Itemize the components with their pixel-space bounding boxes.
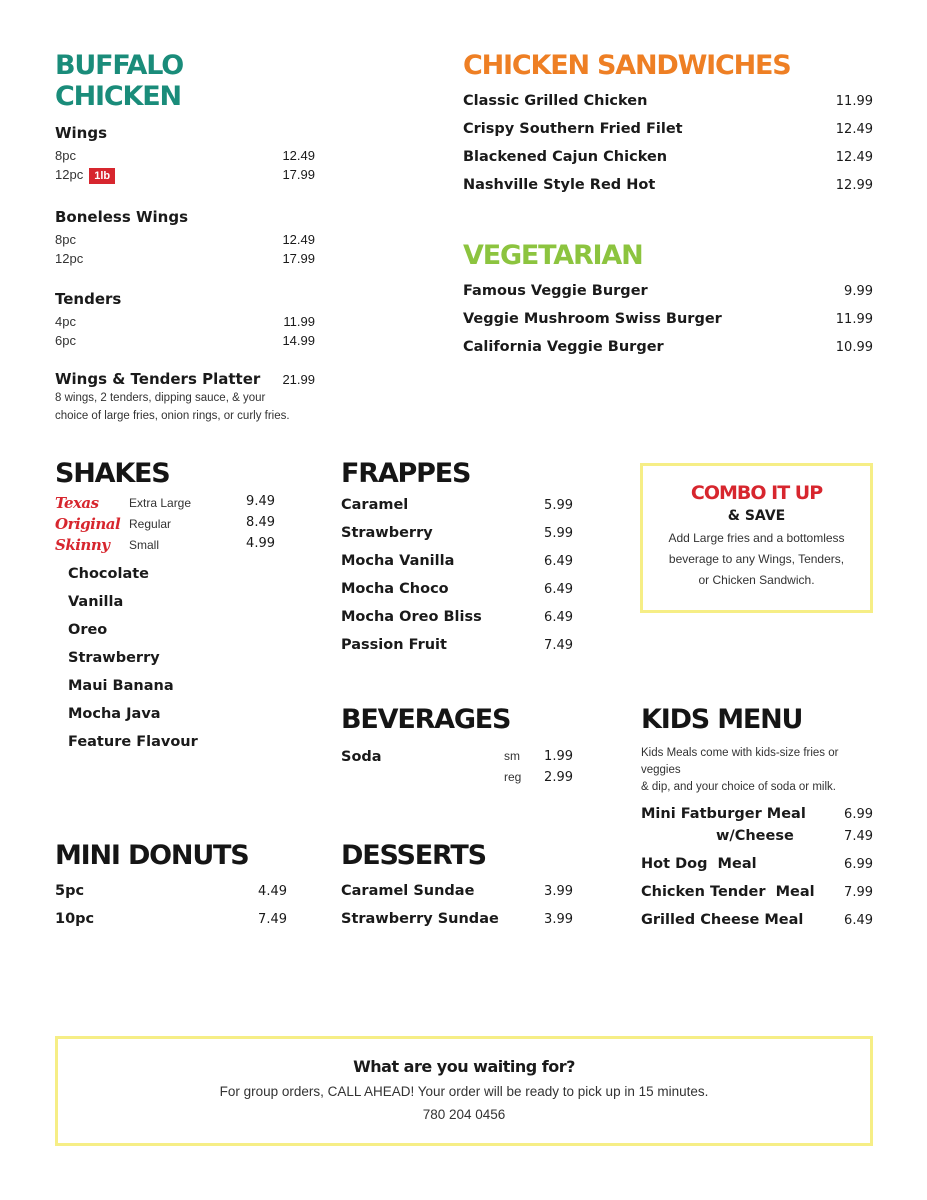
boneless-wings-label: Boneless Wings (55, 208, 189, 226)
item-price: 4.49 (258, 884, 287, 899)
kids-item (641, 806, 873, 828)
item-price: 3.99 (544, 884, 573, 899)
item-name: Chicken Tender Meal (641, 884, 815, 900)
menu-item (463, 121, 873, 149)
beverages-title: BEVERAGES (341, 704, 511, 735)
kids-note (641, 745, 873, 796)
kids-note-line1: Kids Meals come with kids-size fries or veggies (641, 747, 839, 776)
size-label: Extra Large (129, 496, 192, 510)
item-price: 6.49 (544, 610, 573, 625)
combo-line1: Add Large fries and a bottomless (668, 531, 845, 545)
menu-item (463, 149, 873, 177)
item-name: Mocha Oreo Bliss (341, 609, 482, 625)
item-price: 6.99 (844, 857, 873, 872)
item-name: Famous Veggie Burger (463, 283, 648, 299)
combo-box (640, 463, 873, 613)
size-price: 8.49 (246, 515, 275, 530)
mini-donuts-section (55, 840, 287, 939)
menu-item (341, 637, 573, 665)
soda-size-sm: sm (504, 749, 520, 763)
buffalo-chicken-section (55, 50, 315, 425)
item-price: 11.99 (835, 94, 873, 109)
item-name: Strawberry (341, 525, 433, 541)
soda-label: Soda (341, 749, 382, 765)
tenders-row-4pc (55, 314, 315, 329)
menu-item (55, 883, 287, 911)
size-label: 12pc (55, 251, 84, 266)
wings-row-8pc (55, 148, 315, 163)
item-price: 6.49 (544, 554, 573, 569)
item-price: 6.49 (544, 582, 573, 597)
menu-item (341, 525, 573, 553)
platter-label: Wings & Tenders Platter (55, 370, 261, 388)
wings-row-12pc (55, 167, 315, 184)
shake-flavour: Mocha Java (68, 706, 161, 722)
menu-item (341, 609, 573, 637)
item-name: Caramel (341, 497, 409, 513)
price: 11.99 (283, 314, 315, 329)
shake-size-row (55, 493, 275, 514)
size-script-logo: Skinny (55, 536, 110, 554)
desserts-section (341, 840, 573, 939)
chicken-sandwiches-section (463, 50, 873, 205)
one-pound-badge: 1lb (89, 168, 115, 184)
shake-size-row (55, 535, 275, 556)
item-price: 12.49 (835, 122, 873, 137)
shake-flavour: Oreo (68, 622, 108, 638)
size-label: 8pc (55, 148, 76, 163)
kids-menu-section (641, 704, 873, 940)
item-name: w/Cheese (716, 828, 794, 844)
item-price: 10.99 (835, 340, 873, 355)
price: 14.99 (282, 333, 315, 348)
boneless-row-8pc (55, 232, 315, 247)
buffalo-chicken-title: BUFFALO CHICKEN (55, 50, 183, 112)
menu-item (341, 581, 573, 609)
price: 12.49 (282, 232, 315, 247)
kids-list (641, 806, 873, 940)
shakes-section (55, 458, 275, 762)
item-price: 12.99 (835, 178, 873, 193)
dessert-list (341, 883, 573, 939)
kids-item (641, 828, 873, 856)
item-name: California Veggie Burger (463, 339, 664, 355)
size-label: 8pc (55, 232, 76, 247)
size-script-logo: Original (55, 515, 121, 533)
size-price: 9.49 (246, 494, 275, 509)
price: 12.49 (282, 148, 315, 163)
price: 21.99 (282, 372, 315, 387)
price: 17.99 (282, 251, 315, 266)
item-name: Classic Grilled Chicken (463, 93, 648, 109)
item-name: Mocha Choco (341, 581, 449, 597)
shake-sizes (55, 493, 275, 556)
item-name: Crispy Southern Fried Filet (463, 121, 683, 137)
soda-block (341, 749, 573, 793)
menu-item (341, 497, 573, 525)
soda-price-sm: 1.99 (544, 749, 573, 764)
beverages-section (341, 704, 573, 793)
size-label: 4pc (55, 314, 76, 329)
menu-item (341, 553, 573, 581)
cta-line: For group orders, CALL AHEAD! Your order will be ready to pick up in 15 minutes. (219, 1084, 709, 1099)
item-price: 5.99 (544, 498, 573, 513)
item-price: 5.99 (544, 526, 573, 541)
kids-note-line2: & dip, and your choice of soda or milk. (641, 781, 836, 793)
size-script-logo: Texas (55, 494, 99, 512)
kids-menu-title: KIDS MENU (641, 704, 803, 735)
kids-item (641, 884, 873, 912)
combo-title: COMBO IT UP (690, 482, 823, 504)
soda-price-reg: 2.99 (544, 770, 573, 785)
call-ahead-box (55, 1036, 873, 1146)
kids-item (641, 912, 873, 940)
item-price: 7.49 (258, 912, 287, 927)
item-price: 11.99 (835, 312, 873, 327)
phone-number: 780 204 0456 (422, 1107, 506, 1122)
shake-flavour: Feature Flavour (68, 734, 198, 750)
boneless-row-12pc (55, 251, 315, 266)
shake-flavour: Vanilla (68, 594, 124, 610)
soda-size-reg: reg (504, 770, 522, 784)
item-price: 6.99 (844, 807, 873, 822)
combo-subtitle: & SAVE (727, 508, 786, 524)
size-text: 12pc (55, 167, 84, 182)
item-price: 6.49 (844, 913, 873, 928)
item-name: Blackened Cajun Chicken (463, 149, 668, 165)
item-price: 7.49 (544, 638, 573, 653)
vegetarian-title: VEGETARIAN (463, 240, 643, 271)
item-name: Grilled Cheese Meal (641, 912, 804, 928)
price: 17.99 (282, 167, 315, 182)
combo-desc (643, 528, 870, 591)
size-label (55, 167, 115, 184)
wings-label: Wings (55, 124, 108, 142)
desserts-title: DESSERTS (341, 840, 486, 871)
platter-desc-line1: 8 wings, 2 tenders, dipping sauce, & your (55, 392, 266, 404)
item-name: Veggie Mushroom Swiss Burger (463, 311, 722, 327)
frappes-title: FRAPPES (341, 458, 471, 489)
combo-line2: beverage to any Wings, Tenders, (668, 552, 845, 566)
menu-item (463, 311, 873, 339)
item-price: 7.49 (844, 829, 873, 844)
platter-desc-line2: choice of large fries, onion rings, or curly fries. (55, 410, 290, 422)
item-name: Nashville Style Red Hot (463, 177, 656, 193)
size-label: Regular (129, 517, 172, 531)
menu-item (341, 911, 573, 939)
mini-donuts-title: MINI DONUTS (55, 840, 249, 871)
frappes-section (341, 458, 573, 665)
shake-flavours (55, 566, 275, 762)
tenders-label: Tenders (55, 290, 122, 308)
vegetarian-section (463, 240, 873, 367)
item-name: 10pc (55, 911, 95, 927)
item-price: 9.99 (844, 284, 873, 299)
kids-item (641, 856, 873, 884)
menu-item (463, 339, 873, 367)
shakes-title: SHAKES (55, 458, 170, 489)
item-name: Hot Dog Meal (641, 856, 757, 872)
donut-list (55, 883, 287, 939)
tenders-row-6pc (55, 333, 315, 348)
menu-item (55, 911, 287, 939)
menu-item (463, 93, 873, 121)
platter-row (55, 370, 315, 388)
chicken-sandwiches-title: CHICKEN SANDWICHES (463, 50, 791, 81)
shake-size-row (55, 514, 275, 535)
item-name: Caramel Sundae (341, 883, 475, 899)
combo-line3: or Chicken Sandwich. (698, 573, 815, 587)
menu-item (463, 283, 873, 311)
menu-item (341, 883, 573, 911)
sandwich-list (463, 93, 873, 205)
size-label: Small (129, 538, 160, 552)
cta-title: What are you waiting for? (353, 1057, 575, 1076)
menu-item (463, 177, 873, 205)
shake-flavour: Strawberry (68, 650, 160, 666)
item-name: Mocha Vanilla (341, 553, 455, 569)
vegetarian-list (463, 283, 873, 367)
item-name: Passion Fruit (341, 637, 447, 653)
item-name: 5pc (55, 883, 85, 899)
size-price: 4.99 (246, 536, 275, 551)
shake-flavour: Chocolate (68, 566, 150, 582)
item-price: 12.49 (835, 150, 873, 165)
frappe-list (341, 497, 573, 665)
item-name: Strawberry Sundae (341, 911, 499, 927)
item-name: Mini Fatburger Meal (641, 806, 806, 822)
item-price: 7.99 (844, 885, 873, 900)
size-label: 6pc (55, 333, 76, 348)
shake-flavour: Maui Banana (68, 678, 174, 694)
item-price: 3.99 (544, 912, 573, 927)
